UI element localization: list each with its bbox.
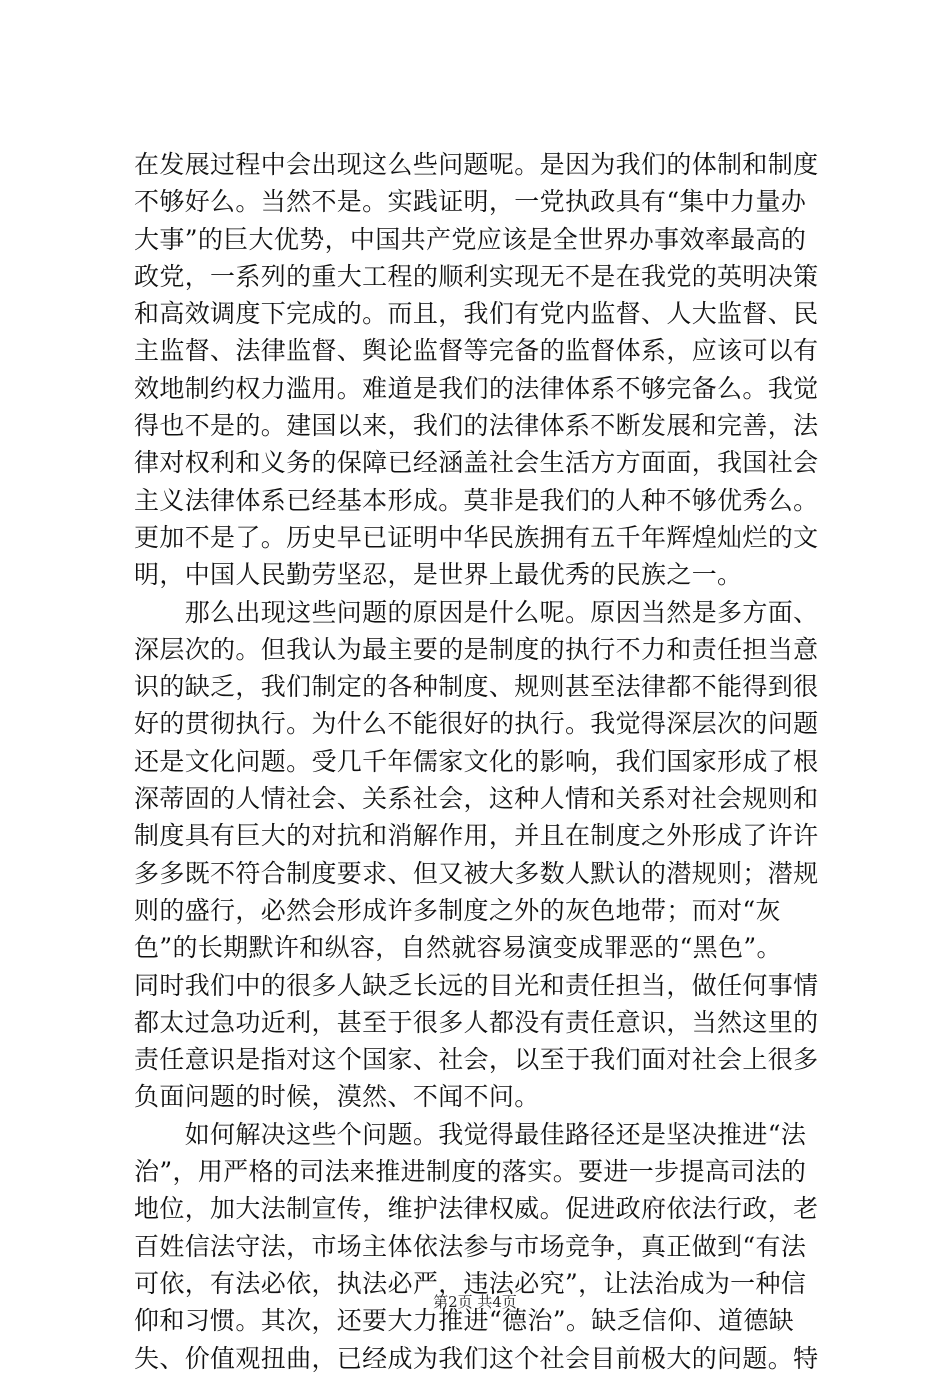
text-line: 更加不是了。历史早已证明中华民族拥有五千年辉煌灿烂的文 — [134, 522, 819, 552]
text-line: 好的贯彻执行。为什么不能很好的执行。我觉得深层次的问题 — [134, 709, 819, 739]
text-line: 深蒂固的人情社会、关系社会，这种人情和关系对社会规则和 — [134, 784, 819, 814]
text-line: 律对权利和义务的保障已经涵盖社会生活方方面面，我国社会 — [134, 448, 819, 478]
text-line: 可依，有法必依，执法必严，违法必究”，让法治成为一种信 — [134, 1268, 807, 1298]
text-line: 失、价值观扭曲，已经成为我们这个社会目前极大的问题。特 — [134, 1343, 819, 1373]
text-line: 主监督、法律监督、舆论监督等完备的监督体系，应该可以有 — [134, 336, 819, 366]
text-line: 色”的长期默许和纵容，自然就容易演变成罪恶的“黑色”。 — [134, 933, 782, 963]
text-line: 地位，加大法制宣传，维护法律权威。促进政府依法行政，老 — [134, 1194, 819, 1224]
text-line: 不够好么。当然不是。实践证明，一党执政具有“集中力量办 — [134, 187, 807, 217]
text-line: 主义法律体系已经基本形成。莫非是我们的人种不够优秀么。 — [134, 485, 819, 515]
text-line: 政党，一系列的重大工程的顺利实现无不是在我党的英明决策 — [134, 261, 819, 291]
page-number-footer: 第2页 共4页 — [433, 1293, 517, 1311]
text-line: 得也不是的。建国以来，我们的法律体系不断发展和完善，法 — [134, 411, 819, 441]
text-line: 在发展过程中会出现这么些问题呢。是因为我们的体制和制度 — [134, 150, 819, 179]
text-line: 多多既不符合制度要求、但又被大多数人默认的潜规则；潜规 — [134, 858, 819, 888]
text-line: 还是文化问题。受几千年儒家文化的影响，我们国家形成了根 — [134, 746, 819, 776]
text-line: 如何解决这些个问题。我觉得最佳路径还是坚决推进“法 — [134, 1119, 807, 1149]
text-line: 效地制约权力滥用。难道是我们的法律体系不够完备么。我觉 — [134, 373, 819, 403]
text-line: 百姓信法守法，市场主体依法参与市场竞争，真正做到“有法 — [134, 1231, 807, 1261]
text-line: 都太过急功近利，甚至于很多人都没有责任意识，当然这里的 — [134, 1007, 819, 1037]
text-line: 仰和习惯。其次，还要大力推进“德治”。缺乏信仰、道德缺 — [134, 1306, 795, 1336]
text-line: 同时我们中的很多人缺乏长远的目光和责任担当，做任何事情 — [134, 970, 819, 1000]
text-line: 制度具有巨大的对抗和消解作用，并且在制度之外形成了许许 — [134, 821, 819, 851]
text-line: 和高效调度下完成的。而且，我们有党内监督、人大监督、民 — [134, 299, 819, 329]
text-line: 那么出现这些问题的原因是什么呢。原因当然是多方面、 — [134, 597, 819, 627]
text-line: 治”，用严格的司法来推进制度的落实。要进一步提高司法的 — [134, 1157, 807, 1187]
text-line: 识的缺乏，我们制定的各种制度、规则甚至法律都不能得到很 — [134, 672, 819, 702]
body-text — [134, 146, 819, 1377]
text-line: 大事”的巨大优势，中国共产党应该是全世界办事效率最高的 — [134, 224, 807, 254]
text-line: 深层次的。但我认为最主要的是制度的执行不力和责任担当意 — [134, 634, 819, 664]
text-line: 则的盛行，必然会形成许多制度之外的灰色地带；而对“灰 — [134, 895, 781, 925]
text-line: 责任意识是指对这个国家、社会，以至于我们面对社会上很多 — [134, 1045, 819, 1075]
text-line: 负面问题的时候，漠然、不闻不问。 — [134, 1082, 540, 1112]
text-line: 明，中国人民勤劳坚忍，是世界上最优秀的民族之一。 — [134, 560, 743, 590]
